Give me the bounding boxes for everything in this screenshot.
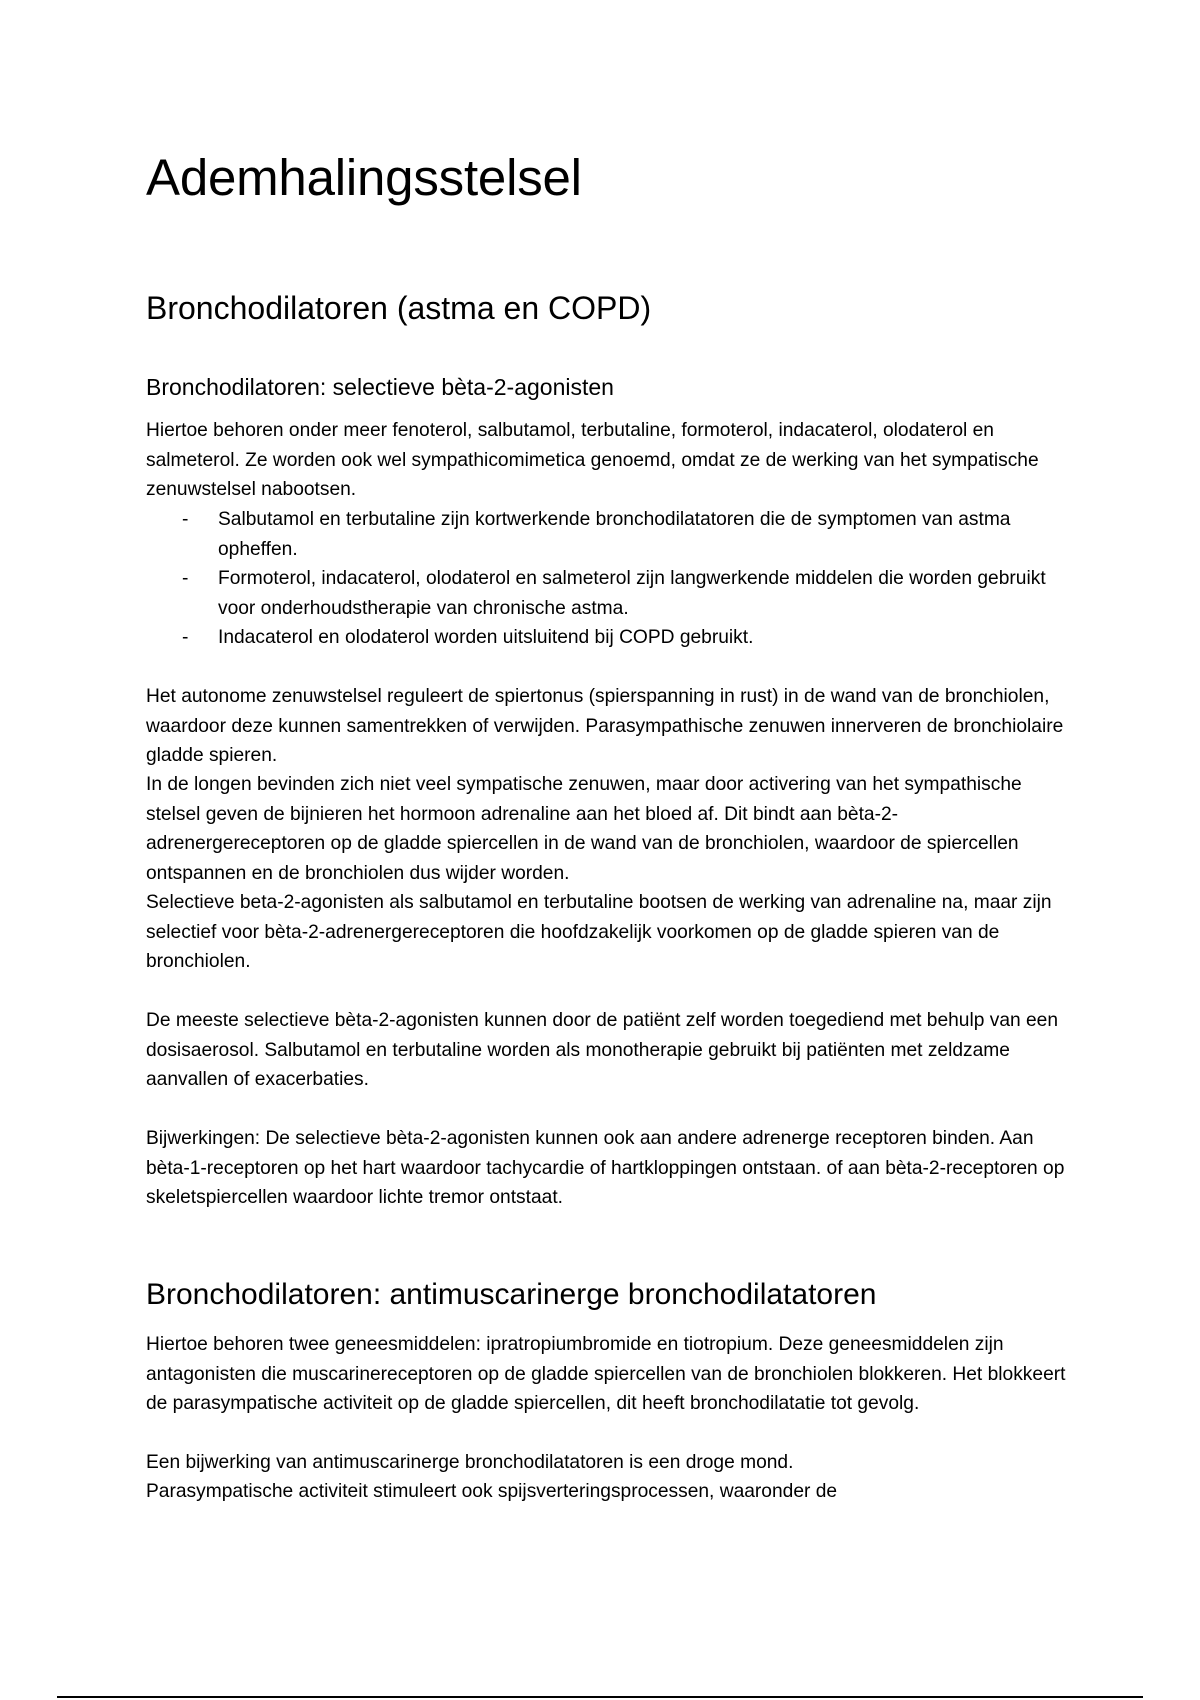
list-item — [146, 623, 1066, 653]
bullet-dash: - — [182, 568, 189, 589]
paragraph-spijsvertering: Parasympatische activiteit stimuleert ook spijsverteringsprocessen, waaronder de — [146, 1481, 838, 1502]
list-item — [146, 564, 1066, 623]
subheading-beta2-agonisten: Bronchodilatoren: selectieve bèta-2-agonisten — [146, 374, 614, 400]
document-title: Ademhalingsstelsel — [146, 149, 582, 206]
paragraph-antimuscarinerge-intro: Hiertoe behoren twee geneesmiddelen: ipratropiumbromide en tiotropium. Deze geneesmiddelen zijn antagonisten die muscarinereceptoren op de gladde spiercellen van de bronchiolen blokkeren. Het blokkeert de parasympatische activiteit op de gladde spiercellen, dit heeft bronchodilatatie tot gevolg. — [146, 1334, 1066, 1414]
paragraph-adrenaline: In de longen bevinden zich niet veel sympatische zenuwen, maar door activering van het sympathische stelsel geven de bijnieren het hormoon adrenaline aan het bloed af. Dit bindt aan bèta-2-adrenergereceptoren op de gladde spiercellen in de wand van de bronchiolen, waardoor de spiercellen ontspannen en de bronchiolen dus wijder worden. — [146, 774, 1022, 884]
paragraph-bijwerkingen: Bijwerkingen: De selectieve bèta-2-agonisten kunnen ook aan andere adrenerge receptoren binden. Aan bèta-1-receptoren op het hart waardoor tachycardie of hartkloppingen ontstaan. of aan bèta-2-receptoren op skeletspiercellen waardoor lichte tremor ontstaat. — [146, 1128, 1065, 1208]
list-item-text: Salbutamol en terbutaline zijn kortwerkende bronchodilatatoren die de symptomen van astma opheffen. — [218, 509, 1011, 560]
list-item-text: Indacaterol en olodaterol worden uitsluitend bij COPD gebruikt. — [218, 627, 754, 648]
bullet-list — [146, 505, 1066, 653]
list-item-text: Formoterol, indacaterol, olodaterol en salmeterol zijn langwerkende middelen die worden gebruikt voor onderhoudstherapie van chronische astma. — [218, 568, 1046, 619]
paragraph-selectieve-agonisten: Selectieve beta-2-agonisten als salbutamol en terbutaline bootsen de werking van adrenaline na, maar zijn selectief voor bèta-2-adrenergereceptoren die hoofdzakelijk voorkomen op de gladde spieren van de bronchiolen. — [146, 892, 1052, 972]
bullet-dash: - — [182, 509, 189, 530]
page-bottom-rule — [57, 1696, 1143, 1698]
bullet-dash: - — [182, 627, 189, 648]
section-heading-antimuscarinerge: Bronchodilatoren: antimuscarinerge bronchodilatatoren — [146, 1278, 877, 1311]
paragraph-toediening: De meeste selectieve bèta-2-agonisten kunnen door de patiënt zelf worden toegediend met behulp van een dosisaerosol. Salbutamol en terbutaline worden als monotherapie gebruikt bij patiënten met zeldzame aanvallen of exacerbaties. — [146, 1010, 1059, 1090]
section-heading-bronchodilatoren: Bronchodilatoren (astma en COPD) — [146, 290, 652, 326]
paragraph-intro: Hiertoe behoren onder meer fenoterol, salbutamol, terbutaline, formoterol, indacaterol, olodaterol en salmeterol. Ze worden ook wel sympathicomimetica genoemd, omdat ze de werking van het sympatische zenuwstelsel nabootsen. — [146, 420, 1039, 500]
paragraph-droge-mond: Een bijwerking van antimuscarinerge bronchodilatatoren is een droge mond. — [146, 1452, 794, 1473]
list-item — [146, 505, 1066, 564]
paragraph-autonome-zenuwstelsel: Het autonome zenuwstelsel reguleert de spiertonus (spierspanning in rust) in de wand van de bronchiolen, waardoor deze kunnen samentrekken of verwijden. Parasympathische zenuwen innerveren de bronchiolaire gladde spieren. — [146, 686, 1064, 766]
